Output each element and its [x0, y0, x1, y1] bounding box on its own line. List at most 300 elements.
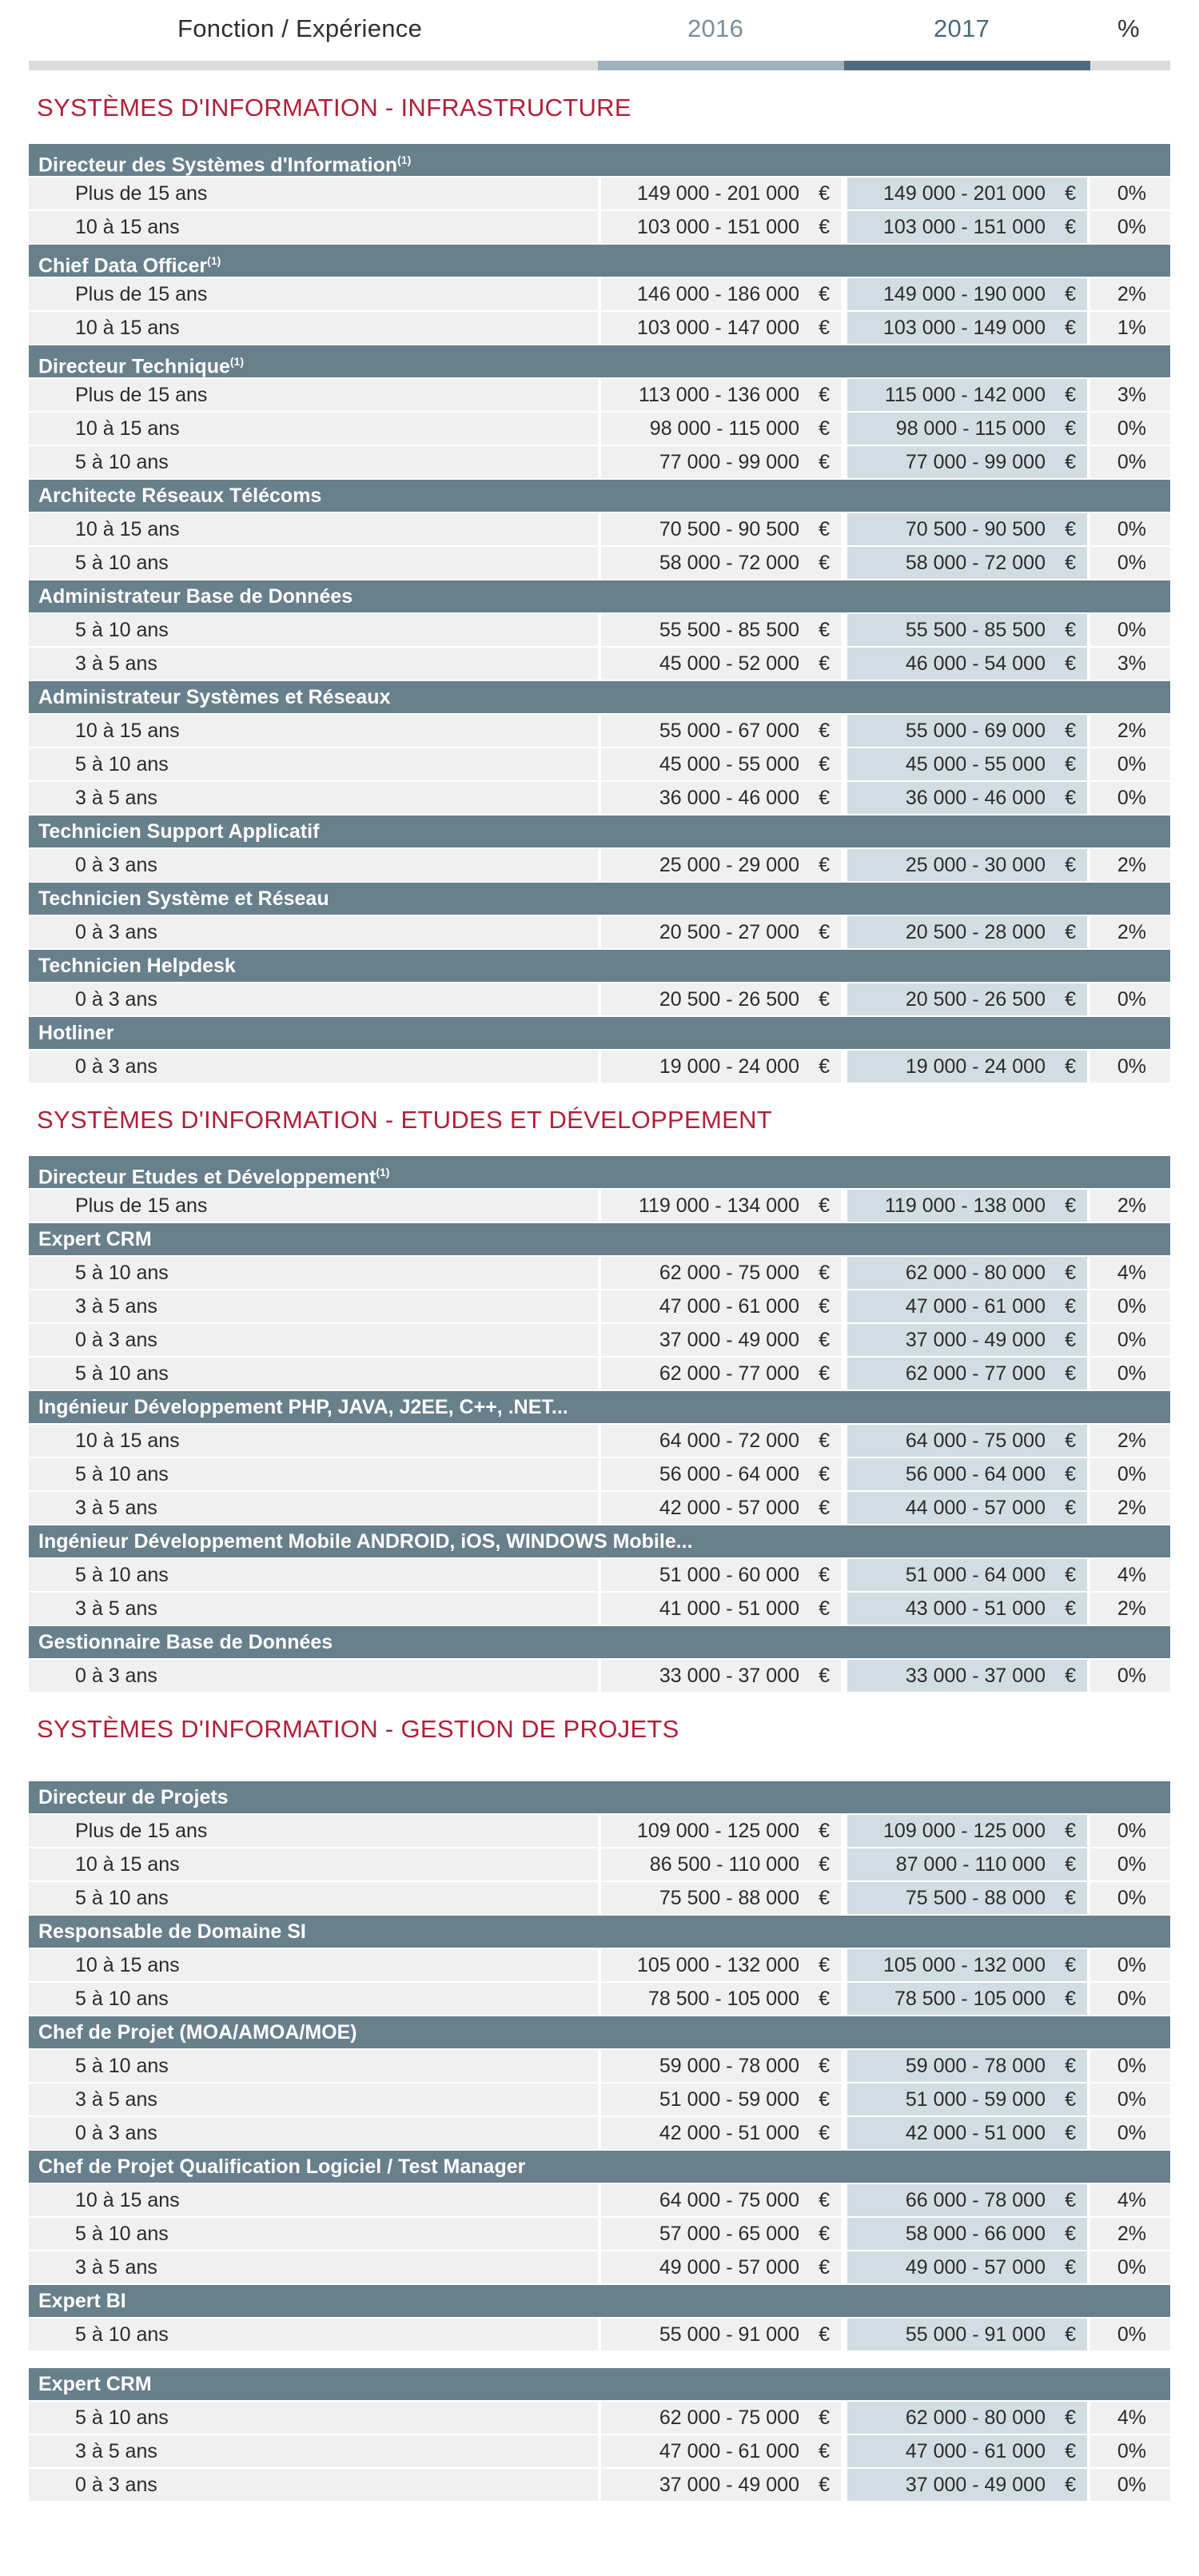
currency-symbol: € — [1065, 787, 1076, 809]
salary-2016-cell — [601, 2218, 841, 2250]
salary-range: 58 000 - 72 000 — [659, 552, 799, 574]
percent-change-cell: 0% — [1090, 446, 1170, 478]
salary-range: 103 000 - 151 000 — [637, 216, 799, 238]
salary-2016-cell — [601, 1290, 841, 1322]
experience-cell: 0 à 3 ans — [29, 1660, 598, 1692]
table-row — [29, 1458, 1170, 1490]
job-title-text: Ingénieur Développement Mobile ANDROID, iOS, WINDOWS Mobile... — [38, 1530, 693, 1553]
experience-cell: 5 à 10 ans — [29, 2402, 598, 2434]
table-row — [29, 1190, 1170, 1222]
experience-cell: 10 à 15 ans — [29, 211, 598, 243]
experience-cell: 0 à 3 ans — [29, 2117, 598, 2149]
percent-change-cell: 0% — [1090, 2251, 1170, 2283]
salary-range: 47 000 - 61 000 — [905, 2440, 1046, 2462]
currency-symbol: € — [819, 317, 830, 339]
salary-2017-cell — [847, 2251, 1087, 2283]
salary-range: 105 000 - 132 000 — [883, 1954, 1046, 1976]
job-title-text: Technicien Helpdesk — [38, 955, 236, 977]
salary-2016-cell — [601, 446, 841, 478]
salary-range: 149 000 - 201 000 — [883, 182, 1046, 205]
currency-symbol: € — [819, 1295, 830, 1318]
table-row — [29, 2184, 1170, 2216]
job-title-header — [29, 815, 1170, 847]
salary-2017-cell — [847, 849, 1087, 881]
salary-2016-cell — [601, 648, 841, 680]
table-row — [29, 211, 1170, 243]
salary-range: 36 000 - 46 000 — [905, 787, 1046, 809]
salary-2016-cell — [601, 2402, 841, 2434]
salary-range: 62 000 - 80 000 — [905, 1262, 1046, 1284]
experience-cell: 0 à 3 ans — [29, 2469, 598, 2501]
salary-2017-cell — [847, 1559, 1087, 1591]
percent-change-cell: 4% — [1090, 2184, 1170, 2216]
salary-2017-cell — [847, 413, 1087, 445]
currency-symbol: € — [1065, 317, 1076, 339]
job-title-header — [29, 144, 1170, 176]
percent-change-cell: 0% — [1090, 211, 1170, 243]
percent-change-cell: 2% — [1090, 1190, 1170, 1222]
table-row — [29, 1815, 1170, 1847]
salary-2016-cell — [601, 513, 841, 545]
salary-range: 37 000 - 49 000 — [905, 1329, 1046, 1351]
table-row — [29, 748, 1170, 780]
currency-symbol: € — [1065, 384, 1076, 406]
salary-2016-cell — [601, 1051, 841, 1083]
job-title-header — [29, 681, 1170, 713]
currency-symbol: € — [819, 182, 830, 205]
percent-change-cell: 4% — [1090, 2402, 1170, 2434]
experience-cell: 10 à 15 ans — [29, 413, 598, 445]
experience-cell: 5 à 10 ans — [29, 1358, 598, 1390]
salary-range: 57 000 - 65 000 — [659, 2223, 799, 2245]
salary-2016-cell — [601, 983, 841, 1015]
job-title-text: Chef de Projet (MOA/AMOA/MOE) — [38, 2021, 357, 2044]
job-title-text: Directeur des Systèmes d'Information — [38, 154, 398, 177]
currency-symbol: € — [819, 1463, 830, 1485]
salary-2016-cell — [601, 2084, 841, 2115]
salary-2016-cell — [601, 1190, 841, 1222]
salary-2017-cell — [847, 1848, 1087, 1880]
section — [29, 88, 1170, 1083]
salary-2016-cell — [601, 1949, 841, 1981]
section-spacer — [29, 1140, 1170, 1154]
salary-range: 119 000 - 138 000 — [884, 1194, 1046, 1217]
table-row — [29, 379, 1170, 411]
experience-cell: 3 à 5 ans — [29, 782, 598, 814]
job-title-header — [29, 950, 1170, 982]
percent-change-cell: 0% — [1090, 1358, 1170, 1390]
currency-symbol: € — [819, 451, 830, 473]
percent-change-cell: 2% — [1090, 1593, 1170, 1625]
currency-symbol: € — [819, 1262, 830, 1284]
salary-2016-cell — [601, 1660, 841, 1692]
salary-2016-cell — [601, 2050, 841, 2082]
job-title-header — [29, 580, 1170, 612]
experience-cell: 5 à 10 ans — [29, 1559, 598, 1591]
currency-symbol: € — [819, 2055, 830, 2077]
job-title-text: Hotliner — [38, 1022, 114, 1044]
salary-range: 87 000 - 110 000 — [895, 1853, 1046, 1876]
salary-2017-cell — [847, 614, 1087, 646]
experience-cell: Plus de 15 ans — [29, 278, 598, 310]
table-row — [29, 2402, 1170, 2434]
experience-cell: 5 à 10 ans — [29, 446, 598, 478]
salary-range: 78 500 - 105 000 — [894, 1988, 1046, 2010]
table-row — [29, 648, 1170, 680]
table-row — [29, 413, 1170, 445]
percent-change-cell: 3% — [1090, 648, 1170, 680]
currency-symbol: € — [819, 2474, 830, 2496]
salary-range: 55 000 - 91 000 — [659, 2323, 799, 2346]
percent-change-cell: 0% — [1090, 2435, 1170, 2467]
salary-2017-cell — [847, 2218, 1087, 2250]
salary-range: 42 000 - 51 000 — [659, 2122, 799, 2144]
currency-symbol: € — [1065, 1430, 1076, 1452]
percent-change-cell: 4% — [1090, 1559, 1170, 1591]
table-row — [29, 1848, 1170, 1880]
salary-range: 64 000 - 75 000 — [905, 1430, 1046, 1452]
salary-range: 55 000 - 91 000 — [905, 2323, 1046, 2346]
currency-symbol: € — [819, 2122, 830, 2144]
percent-change-cell: 3% — [1090, 379, 1170, 411]
table-row — [29, 916, 1170, 948]
job-title-header — [29, 2151, 1170, 2183]
salary-2017-cell — [847, 1949, 1087, 1981]
currency-symbol: € — [819, 417, 830, 440]
percent-change-cell: 0% — [1090, 2319, 1170, 2351]
salary-range: 42 000 - 57 000 — [659, 1497, 799, 1519]
currency-symbol: € — [819, 552, 830, 574]
table-row — [29, 1983, 1170, 2015]
job-title-text: Expert BI — [38, 2290, 126, 2312]
currency-symbol: € — [819, 1497, 830, 1519]
table-row — [29, 2319, 1170, 2351]
salary-2017-cell — [847, 1660, 1087, 1692]
salary-2016-cell — [601, 2435, 841, 2467]
table-row — [29, 1559, 1170, 1591]
salary-range: 55 500 - 85 500 — [905, 619, 1046, 641]
salary-2017-cell — [847, 648, 1087, 680]
table-row — [29, 547, 1170, 579]
footnote-marker: (1) — [376, 1166, 390, 1178]
salary-range: 62 000 - 77 000 — [659, 1362, 799, 1385]
salary-2017-cell — [847, 2469, 1087, 2501]
experience-cell: 0 à 3 ans — [29, 1051, 598, 1083]
experience-cell: 3 à 5 ans — [29, 2435, 598, 2467]
experience-cell: 5 à 10 ans — [29, 1983, 598, 2015]
experience-cell: Plus de 15 ans — [29, 177, 598, 209]
salary-2016-cell — [601, 2469, 841, 2501]
salary-2016-cell — [601, 2117, 841, 2149]
salary-2016-cell — [601, 1882, 841, 1914]
experience-cell: 0 à 3 ans — [29, 983, 598, 1015]
currency-symbol: € — [1065, 652, 1076, 675]
salary-range: 45 000 - 55 000 — [905, 753, 1046, 776]
salary-range: 36 000 - 46 000 — [659, 787, 799, 809]
salary-range: 37 000 - 49 000 — [905, 2474, 1046, 2496]
currency-symbol: € — [1065, 753, 1076, 776]
salary-range: 33 000 - 37 000 — [659, 1665, 799, 1687]
salary-2016-cell — [601, 547, 841, 579]
table-row — [29, 2218, 1170, 2250]
experience-cell: 0 à 3 ans — [29, 916, 598, 948]
salary-2017-cell — [847, 312, 1087, 344]
percent-change-cell: 0% — [1090, 1324, 1170, 1356]
salary-range: 58 000 - 72 000 — [905, 552, 1046, 574]
salary-2017-cell — [847, 513, 1087, 545]
salary-range: 47 000 - 61 000 — [659, 2440, 799, 2462]
job-title-header — [29, 1626, 1170, 1658]
sections-container — [29, 70, 1170, 2501]
footnote-marker: (1) — [397, 154, 412, 166]
salary-range: 56 000 - 64 000 — [905, 1463, 1046, 1485]
currency-symbol: € — [1065, 417, 1076, 440]
percent-change-cell: 2% — [1090, 2218, 1170, 2250]
experience-cell: 5 à 10 ans — [29, 2319, 598, 2351]
header-year-2016: 2016 — [687, 14, 744, 42]
currency-symbol: € — [1065, 182, 1076, 205]
table-row — [29, 177, 1170, 209]
experience-cell: 0 à 3 ans — [29, 849, 598, 881]
currency-symbol: € — [819, 1954, 830, 1976]
salary-range: 43 000 - 51 000 — [905, 1597, 1046, 1620]
currency-symbol: € — [819, 1055, 830, 1078]
table-row — [29, 278, 1170, 310]
salary-2017-cell — [847, 1190, 1087, 1222]
salary-2016-cell — [601, 1815, 841, 1847]
job-title-text: Chief Data Officer — [38, 254, 208, 277]
salary-2017-cell — [847, 2402, 1087, 2434]
salary-range: 103 000 - 149 000 — [883, 317, 1046, 339]
salary-range: 55 500 - 85 500 — [659, 619, 799, 641]
currency-symbol: € — [1065, 2088, 1076, 2111]
currency-symbol: € — [819, 2088, 830, 2111]
experience-cell: 3 à 5 ans — [29, 2251, 598, 2283]
table-row — [29, 1593, 1170, 1625]
salary-range: 20 500 - 28 000 — [905, 921, 1046, 943]
currency-symbol: € — [819, 2256, 830, 2279]
experience-cell: 5 à 10 ans — [29, 2218, 598, 2250]
currency-symbol: € — [1065, 1564, 1076, 1586]
currency-symbol: € — [819, 2189, 830, 2211]
salary-range: 105 000 - 132 000 — [637, 1954, 799, 1976]
currency-symbol: € — [1065, 1820, 1076, 1842]
experience-cell: 3 à 5 ans — [29, 1593, 598, 1625]
currency-symbol: € — [819, 2223, 830, 2245]
salary-2016-cell — [601, 1324, 841, 1356]
salary-2016-cell — [601, 849, 841, 881]
percent-change-cell: 2% — [1090, 1492, 1170, 1524]
job-title-header — [29, 2368, 1170, 2400]
salary-2016-cell — [601, 614, 841, 646]
currency-symbol: € — [1065, 619, 1076, 641]
salary-2016-cell — [601, 278, 841, 310]
currency-symbol: € — [1065, 1954, 1076, 1976]
header-bar-2017 — [844, 61, 1090, 70]
salary-2016-cell — [601, 1358, 841, 1390]
salary-2016-cell — [601, 748, 841, 780]
percent-change-cell: 0% — [1090, 1290, 1170, 1322]
currency-symbol: € — [819, 518, 830, 540]
currency-symbol: € — [1065, 2256, 1076, 2279]
salary-2016-cell — [601, 211, 841, 243]
percent-change-cell: 0% — [1090, 1051, 1170, 1083]
job-title-text: Directeur Technique — [38, 355, 230, 378]
salary-range: 119 000 - 134 000 — [638, 1194, 799, 1217]
salary-range: 56 000 - 64 000 — [659, 1463, 799, 1485]
table-row — [29, 1882, 1170, 1914]
salary-range: 51 000 - 59 000 — [905, 2088, 1046, 2111]
experience-cell: 5 à 10 ans — [29, 547, 598, 579]
currency-symbol: € — [819, 1564, 830, 1586]
currency-symbol: € — [819, 2323, 830, 2346]
currency-symbol: € — [819, 619, 830, 641]
experience-cell: 10 à 15 ans — [29, 715, 598, 747]
salary-range: 37 000 - 49 000 — [659, 1329, 799, 1351]
job-title-header — [29, 1223, 1170, 1255]
currency-symbol: € — [1065, 1665, 1076, 1687]
salary-2017-cell — [847, 983, 1087, 1015]
salary-range: 44 000 - 57 000 — [905, 1497, 1046, 1519]
salary-range: 51 000 - 60 000 — [659, 1564, 799, 1586]
currency-symbol: € — [1065, 2474, 1076, 2496]
salary-2017-cell — [847, 278, 1087, 310]
job-title-text: Responsable de Domaine SI — [38, 1920, 306, 1943]
salary-2017-cell — [847, 916, 1087, 948]
salary-2016-cell — [601, 177, 841, 209]
currency-symbol: € — [1065, 1194, 1076, 1217]
table-row — [29, 446, 1170, 478]
experience-cell: 10 à 15 ans — [29, 312, 598, 344]
salary-2017-cell — [847, 1492, 1087, 1524]
table-row — [29, 1492, 1170, 1524]
salary-2017-cell — [847, 1458, 1087, 1490]
table-row — [29, 1257, 1170, 1289]
salary-2017-cell — [847, 2084, 1087, 2115]
currency-symbol: € — [819, 2440, 830, 2462]
job-title-header — [29, 1525, 1170, 1557]
table-row — [29, 849, 1170, 881]
salary-2016-cell — [601, 2184, 841, 2216]
percent-change-cell: 0% — [1090, 782, 1170, 814]
currency-symbol: € — [1065, 2440, 1076, 2462]
currency-symbol: € — [1065, 1497, 1076, 1519]
table-row — [29, 1660, 1170, 1692]
percent-change-cell: 0% — [1090, 1949, 1170, 1981]
currency-symbol: € — [1065, 1362, 1076, 1385]
salary-2017-cell — [847, 715, 1087, 747]
salary-range: 55 000 - 67 000 — [659, 720, 799, 742]
salary-2017-cell — [847, 2117, 1087, 2149]
salary-range: 62 000 - 77 000 — [905, 1362, 1046, 1385]
salary-range: 45 000 - 55 000 — [659, 753, 799, 776]
table-row — [29, 2435, 1170, 2467]
currency-symbol: € — [1065, 451, 1076, 473]
percent-change-cell: 0% — [1090, 1848, 1170, 1880]
currency-symbol: € — [819, 1194, 830, 1217]
salary-range: 33 000 - 37 000 — [905, 1665, 1046, 1687]
salary-2017-cell — [847, 2184, 1087, 2216]
job-title-text: Chef de Projet Qualification Logiciel / Test Manager — [38, 2155, 526, 2178]
currency-symbol: € — [1065, 2189, 1076, 2211]
currency-symbol: € — [819, 854, 830, 876]
salary-range: 49 000 - 57 000 — [905, 2256, 1046, 2279]
header-percent: % — [1117, 14, 1140, 42]
job-title-header — [29, 2016, 1170, 2048]
job-title-text: Gestionnaire Base de Données — [38, 1631, 333, 1653]
percent-change-cell: 0% — [1090, 1983, 1170, 2015]
salary-2017-cell — [847, 2319, 1087, 2351]
percent-change-cell: 2% — [1090, 715, 1170, 747]
salary-range: 78 500 - 105 000 — [647, 1988, 799, 2010]
salary-range: 146 000 - 186 000 — [637, 283, 799, 305]
percent-change-cell: 1% — [1090, 312, 1170, 344]
percent-change-cell: 0% — [1090, 748, 1170, 780]
currency-symbol: € — [1065, 1055, 1076, 1078]
salary-2016-cell — [601, 2251, 841, 2283]
job-title-text: Administrateur Systèmes et Réseaux — [38, 686, 391, 708]
currency-symbol: € — [1065, 1853, 1076, 1876]
currency-symbol: € — [1065, 518, 1076, 540]
currency-symbol: € — [1065, 854, 1076, 876]
job-title-text: Ingénieur Développement PHP, JAVA, J2EE, C++, .NET... — [38, 1396, 568, 1418]
table-row — [29, 983, 1170, 1015]
salary-2017-cell — [847, 177, 1087, 209]
table-row — [29, 2117, 1170, 2149]
header-year-2017: 2017 — [934, 14, 990, 42]
percent-change-cell: 0% — [1090, 1815, 1170, 1847]
currency-symbol: € — [819, 1329, 830, 1351]
salary-2017-cell — [847, 446, 1087, 478]
salary-range: 47 000 - 61 000 — [905, 1295, 1046, 1318]
salary-range: 75 500 - 88 000 — [905, 1887, 1046, 1909]
salary-range: 64 000 - 72 000 — [659, 1430, 799, 1452]
salary-range: 25 000 - 29 000 — [659, 854, 799, 876]
salary-2016-cell — [601, 1425, 841, 1457]
job-title-text: Directeur de Projets — [38, 1786, 229, 1808]
table-row — [29, 2084, 1170, 2115]
salary-2017-cell — [847, 782, 1087, 814]
footnote-marker: (1) — [207, 254, 221, 267]
header-bar-function — [29, 61, 598, 70]
salary-range: 149 000 - 201 000 — [637, 182, 799, 205]
salary-range: 46 000 - 54 000 — [905, 652, 1046, 675]
table-row — [29, 1290, 1170, 1322]
salary-range: 98 000 - 115 000 — [649, 417, 799, 440]
salary-2017-cell — [847, 379, 1087, 411]
salary-range: 115 000 - 142 000 — [884, 384, 1046, 406]
section-spacer — [29, 128, 1170, 142]
job-title-text: Expert CRM — [38, 1228, 152, 1250]
table-row — [29, 2469, 1170, 2501]
table-row — [29, 1324, 1170, 1356]
currency-symbol: € — [819, 720, 830, 742]
currency-symbol: € — [1065, 216, 1076, 238]
currency-symbol: € — [1065, 1463, 1076, 1485]
salary-2017-cell — [847, 748, 1087, 780]
percent-change-cell: 0% — [1090, 2084, 1170, 2115]
salary-range: 109 000 - 125 000 — [883, 1820, 1046, 1842]
salary-range: 62 000 - 75 000 — [659, 2407, 799, 2429]
table-row — [29, 312, 1170, 344]
currency-symbol: € — [1065, 1329, 1076, 1351]
salary-2017-cell — [847, 1290, 1087, 1322]
salary-2017-cell — [847, 2050, 1087, 2082]
table-row — [29, 513, 1170, 545]
currency-symbol: € — [819, 283, 830, 305]
percent-change-cell: 2% — [1090, 849, 1170, 881]
salary-range: 20 500 - 26 500 — [659, 988, 799, 1011]
